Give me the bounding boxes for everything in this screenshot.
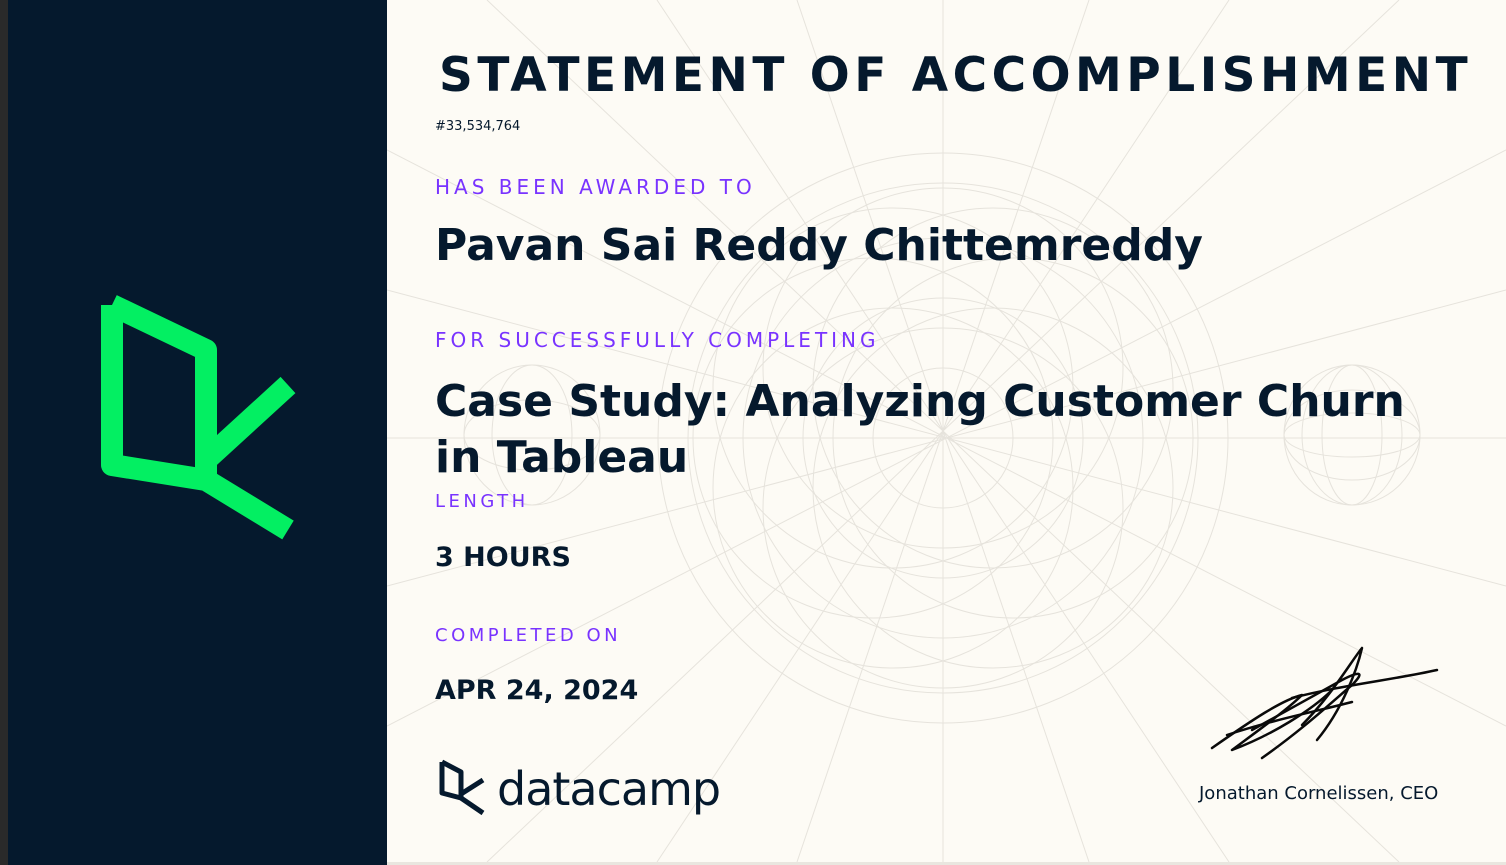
datacamp-large-logo-icon <box>8 0 387 865</box>
datacamp-logo-icon <box>439 758 495 820</box>
course-length: 3 HOURS <box>435 542 571 573</box>
left-edge <box>0 0 8 865</box>
certificate-body <box>387 0 1506 862</box>
certificate-number: #33,534,764 <box>435 119 521 134</box>
signature-icon <box>1192 640 1452 770</box>
signer-name: Jonathan Cornelissen, CEO <box>1199 783 1439 804</box>
datacamp-wordmark: datacamp <box>497 762 721 816</box>
completing-label: FOR SUCCESSFULLY COMPLETING <box>435 328 880 352</box>
length-label: LENGTH <box>435 491 529 512</box>
completed-label: COMPLETED ON <box>435 625 622 646</box>
awarded-label: HAS BEEN AWARDED TO <box>435 175 756 199</box>
course-title: Case Study: Analyzing Customer Churn in Tableau <box>435 376 1405 483</box>
certificate-title: STATEMENT OF ACCOMPLISHMENT <box>439 48 1473 103</box>
completion-date: APR 24, 2024 <box>435 675 639 706</box>
recipient-name: Pavan Sai Reddy Chittemreddy <box>435 220 1203 271</box>
sidebar-panel <box>8 0 387 865</box>
